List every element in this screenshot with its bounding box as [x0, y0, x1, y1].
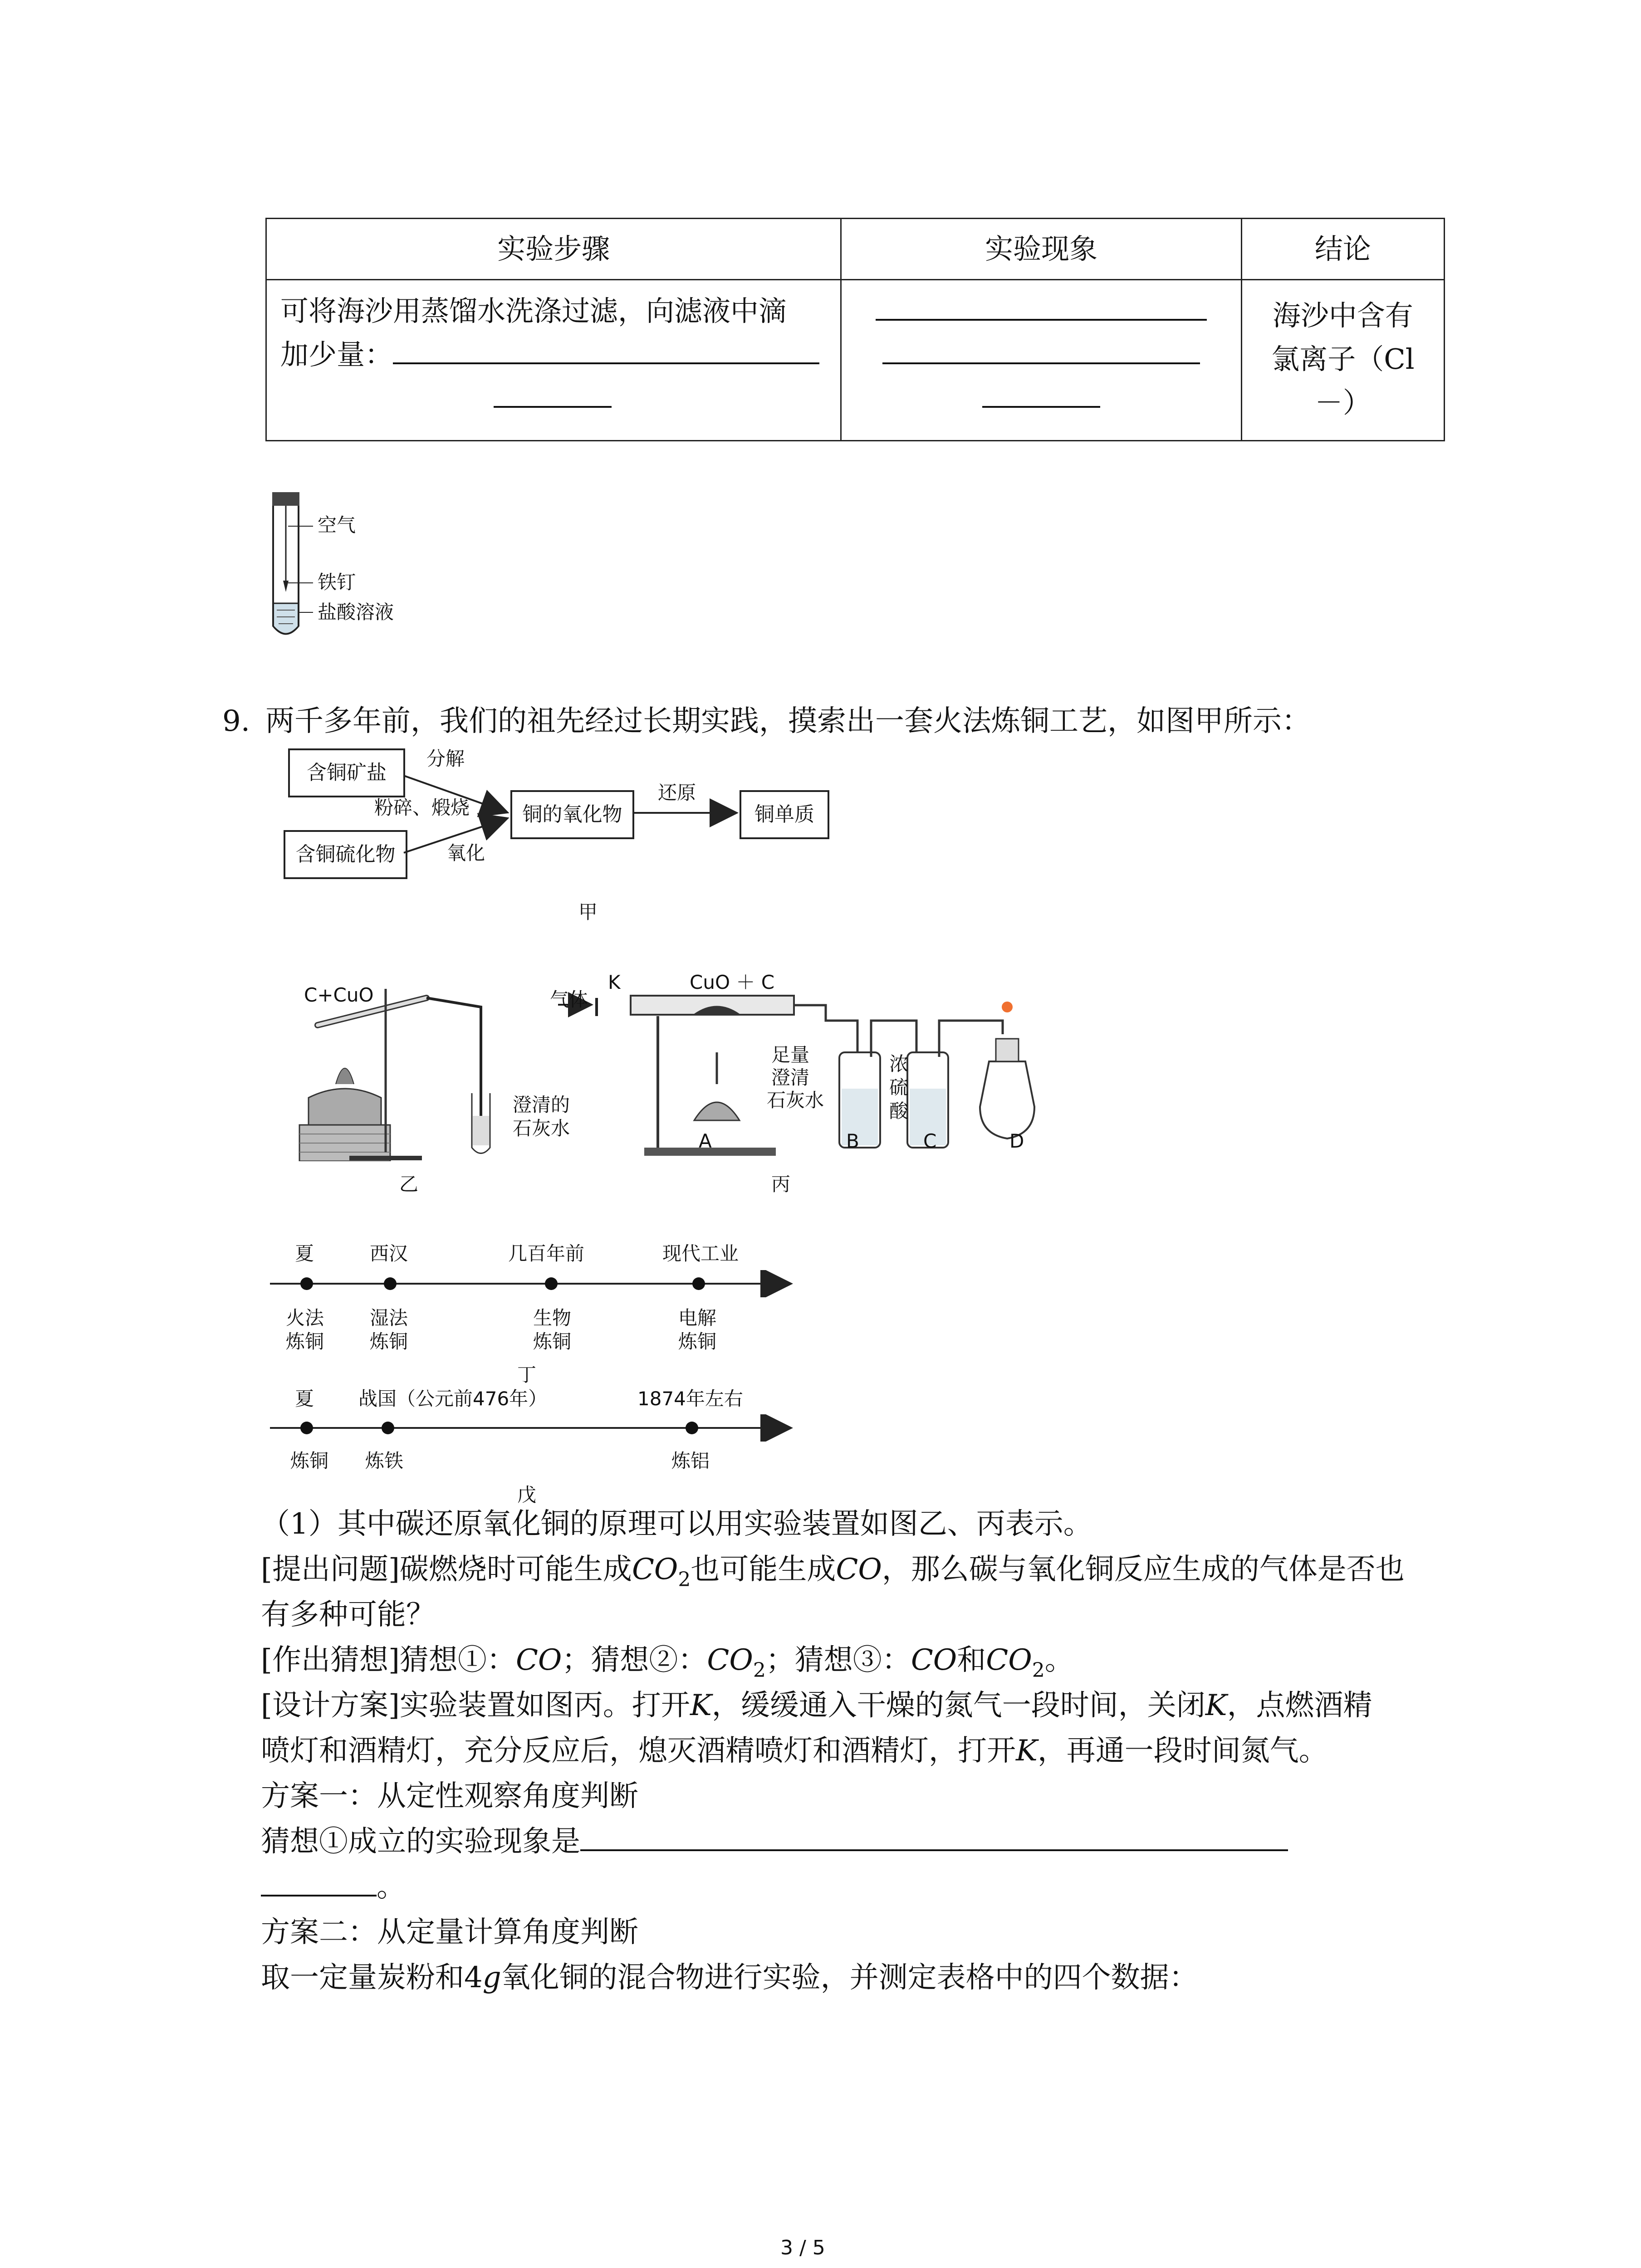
box-copper-oxide: 铜的氧化物 [510, 790, 634, 839]
question-intro: 两千多年前，我们的祖先经过长期实践，摸索出一套火法炼铜工艺，如图甲所示： [265, 704, 1311, 738]
yi-label-limewater-2: 石灰水 [513, 1117, 570, 1139]
phenomena-blank-2[interactable] [882, 335, 1200, 364]
tube-liquid [274, 603, 298, 633]
wu-top-warring: 战国（公元前476年） [358, 1388, 548, 1410]
wu-bottom-iron: 炼铁 [365, 1450, 404, 1472]
ding-top-hundreds: 几百年前 [508, 1242, 585, 1265]
para-10: 方案二：从定量计算角度判断 [261, 1916, 638, 1949]
bing-c-label-2: 硫 [889, 1076, 909, 1099]
ding-top-modern: 现代工业 [662, 1242, 739, 1265]
ding-bottom-2b: 炼铜 [370, 1330, 408, 1353]
para-5: [设计方案]实验装置如图丙。打开K，缓缓通入干燥的氮气一段时间，关闭K，点燃酒精 [261, 1689, 1372, 1722]
cell-conclusion [1241, 280, 1444, 441]
bing-b-label-1: 足量 [771, 1044, 810, 1066]
conclusion-line2: 氯离子（Cl [1271, 342, 1415, 376]
ding-top-xia: 夏 [295, 1242, 314, 1265]
step-blank-2[interactable] [494, 379, 612, 408]
table-row [266, 280, 1445, 441]
tube-stopper [272, 492, 299, 506]
conclusion-line1: 海沙中含有 [1272, 299, 1413, 332]
caption-ding: 丁 [517, 1364, 537, 1386]
ding-bottom-4b: 炼铜 [678, 1330, 717, 1353]
cell-steps [266, 280, 841, 441]
bing-b-label-3: 石灰水 [767, 1089, 824, 1111]
arrow-label-crush: 粉碎、煅烧 [374, 797, 470, 819]
ding-bottom-2a: 湿法 [370, 1307, 408, 1329]
para-1: （1）其中碳还原氧化铜的原理可以用实验装置如图乙、丙表示。 [261, 1507, 1092, 1541]
cell-phenomena [841, 280, 1241, 441]
ding-bottom-4a: 电解 [678, 1307, 717, 1329]
bing-label-gas: 气体 [550, 988, 588, 1011]
bing-letter-d: D [1009, 1130, 1024, 1152]
box-copper-ore-salt: 含铜矿盐 [288, 748, 405, 797]
header-phenomena: 实验现象 [841, 219, 1241, 280]
para-11: 取一定量炭粉和4g氧化铜的混合物进行实验，并测定表格中的四个数据： [261, 1961, 1198, 1994]
bing-b-label-2: 澄清 [771, 1066, 810, 1089]
wu-bottom-copper: 炼铜 [290, 1450, 329, 1472]
bing-c-label-3: 酸 [889, 1100, 909, 1122]
para-3: 有多种可能？ [261, 1598, 435, 1632]
label-hcl: 盐酸溶液 [318, 601, 394, 623]
experiment-table [265, 218, 1445, 441]
step-blank-1[interactable] [393, 335, 819, 364]
caption-jia: 甲 [578, 901, 598, 923]
header-conclusion: 结论 [1241, 219, 1444, 280]
subscript-2: 2 [678, 1568, 691, 1591]
arrow-label-oxidize: 氧化 [447, 842, 485, 864]
answer-blank-1[interactable] [580, 1822, 1288, 1851]
bing-letter-b: B [846, 1130, 859, 1152]
phenomena-blank-1[interactable] [876, 292, 1207, 321]
arrow-label-reduce: 还原 [658, 782, 696, 804]
caption-bing: 丙 [771, 1173, 791, 1195]
table-header-row [266, 219, 1445, 280]
box-copper-sulfide: 含铜硫化物 [284, 830, 407, 879]
yi-label-limewater-1: 澄清的 [513, 1094, 570, 1116]
timeline-ding-line [268, 1270, 798, 1297]
arrow-label-decompose: 分解 [426, 748, 465, 770]
para-8: 猜想①成立的实验现象是 [261, 1819, 1288, 1864]
ding-bottom-1a: 火法 [286, 1307, 324, 1329]
wu-top-1874: 1874年左右 [637, 1388, 743, 1410]
answer-blank-2[interactable] [261, 1867, 377, 1897]
label-nail: 铁钉 [318, 571, 356, 593]
caption-yi: 乙 [399, 1173, 419, 1195]
bing-letter-a: A [699, 1130, 712, 1152]
yi-label-reagent: C+CuO [304, 984, 374, 1006]
ding-bottom-3b: 炼铜 [533, 1330, 572, 1353]
para-2: [提出问题]碳燃烧时可能生成$CO_2$也可能生成CO，那么碳与氧化铜反应生成的气体是否也 [261, 1553, 1405, 1591]
para-9: 。 [261, 1864, 406, 1910]
conclusion-line3: －） [1314, 386, 1371, 419]
bing-letter-c: C [923, 1130, 937, 1152]
box-copper: 铜单质 [740, 790, 829, 839]
bing-label-valve: K [608, 971, 621, 993]
label-air: 空气 [318, 514, 356, 536]
ding-top-xihan: 西汉 [370, 1242, 408, 1265]
wu-top-xia: 夏 [295, 1388, 314, 1410]
ding-bottom-3a: 生物 [533, 1307, 572, 1329]
bing-c-label-1: 浓 [889, 1053, 909, 1075]
wu-bottom-aluminum: 炼铝 [671, 1450, 710, 1472]
ding-bottom-1b: 炼铜 [286, 1330, 324, 1353]
question-number: 9. [222, 704, 250, 738]
caption-wu: 戊 [517, 1484, 537, 1506]
para-7: 方案一：从定性观察角度判断 [261, 1779, 638, 1813]
para-6: 喷灯和酒精灯，充分反应后，熄灭酒精喷灯和酒精灯，打开K，再通一段时间氮气。 [261, 1734, 1328, 1768]
phenomena-blank-3[interactable] [982, 379, 1100, 408]
para-4: [作出猜想]猜想①：CO；猜想②：$CO_2$；猜想③：CO和$CO_2$。 [261, 1643, 1074, 1682]
step-line1: 可将海沙用蒸馏水洗涤过滤，向滤液中滴 [280, 294, 787, 327]
page-number: 3 / 5 [780, 2236, 825, 2259]
step-line2: 加少量： [280, 338, 393, 371]
iron-nail [283, 581, 289, 592]
header-steps: 实验步骤 [266, 219, 841, 280]
bing-label-reagent: CuO ＋ C [690, 971, 775, 993]
timeline-wu-line [268, 1414, 798, 1442]
